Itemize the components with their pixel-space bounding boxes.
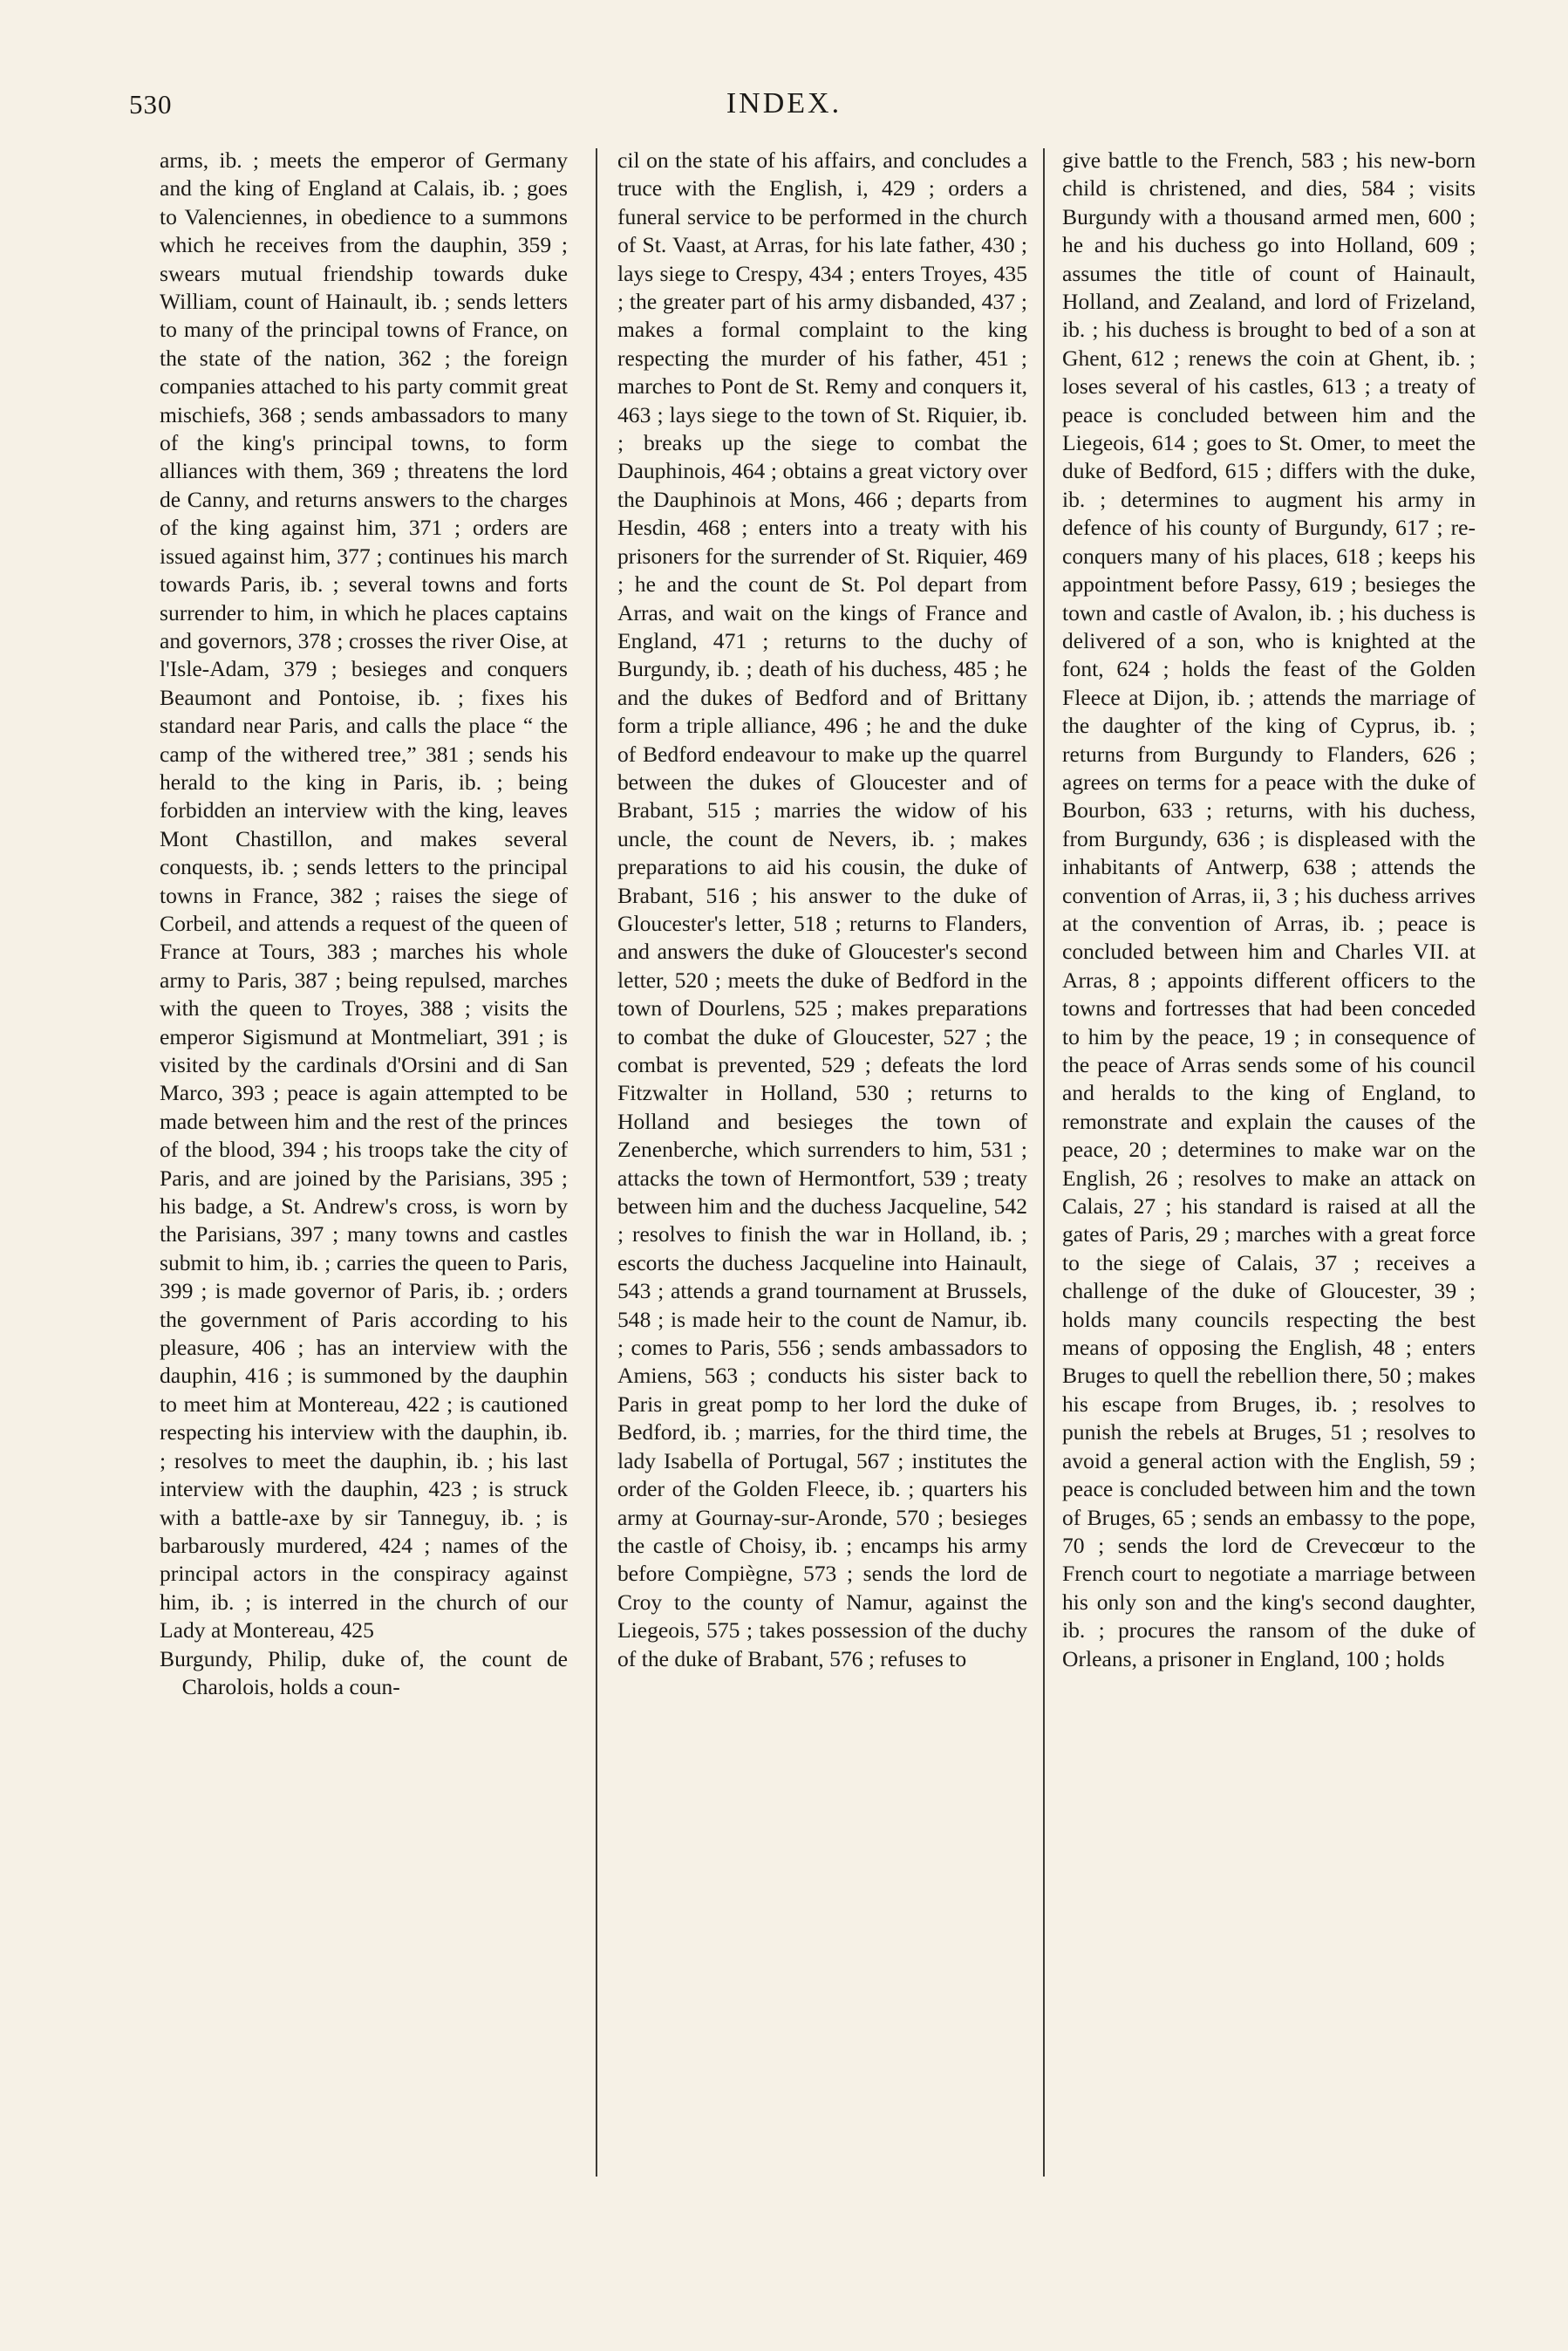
page-number: 530 <box>129 89 173 120</box>
index-column-3 <box>1062 147 1476 1673</box>
column-rule-right <box>1043 148 1045 2177</box>
index-entry-burgundy-philip: Burgundy, Philip, duke of, the count de Charolois, holds a coun- <box>160 1645 568 1699</box>
index-column-1 <box>160 147 568 1701</box>
column-rule-left <box>596 148 597 2177</box>
index-entry-continued: cil on the state of his affairs, and concludes a truce with the English, i, 429 ; orders a funeral service to be performed in the church of St. Vaast, at Arras, for his late father, 430 ; lays siege to Crespy, 434 ; enters Troyes, 435 ; the greater part of his army disbanded, 437 ; makes a formal complaint to the king respecting the murder of his father, 451 ; marches to Pont de St. Remy and conquers it, 463 ; lays siege to the town of St. Riquier, ib. ; breaks up the siege to combat the Dauphinois, 464 ; obtains a great victory over the Dauphinois at Mons, 466 ; departs from Hesdin, 468 ; enters into a treaty with his prisoners for the surrender of St. Riquier, 469 ; he and the count de St. Pol depart from Arras, and wait on the kings of France and England, 471 ; returns to the duchy of Burgundy, ib. ; death of his duchess, 485 ; he and the dukes of Bedford and of Brittany form a triple alliance, 496 ; he and the duke of Bedford endeavour to make up the quarrel between the dukes of Gloucester and of Brabant, 515 ; marries the widow of his uncle, the count de Nevers, ib. ; makes preparations to aid his cousin, the duke of Brabant, 516 ; his answer to the duke of Gloucester's letter, 518 ; returns to Flanders, and answers the duke of Gloucester's second letter, 520 ; meets the duke of Bedford in the town of Dourlens, 525 ; makes preparations to combat the duke of Gloucester, 527 ; the combat is prevented, 529 ; defeats the lord Fitzwalter in Holland, 530 ; returns to Holland and besieges the town of Zenenberche, which surrenders to him, 531 ; attacks the town of Hermontfort, 539 ; treaty between him and the duchess Jacqueline, 542 ; resolves to finish the war in Holland, ib. ; escorts the duchess Jacqueline into Hainault, 543 ; attends a grand tournament at Brussels, 548 ; is made heir to the count de Namur, ib. ; comes to Paris, 556 ; sends ambassadors to Amiens, 563 ; conducts his sister back to Paris in great pomp to her lord the duke of Bedford, ib. ; marries, for the third time, the lady Isabella of Portugal, 567 ; institutes the order of the Golden Fleece, ib. ; quarters his army at Gournay-sur-Aronde, 570 ; besieges the castle of Choisy, ib. ; encamps his army before Compiègne, 573 ; sends the lord de Croy to the county of Namur, against the Liegeois, 575 ; takes possession of the duchy of the duke of Brabant, 576 ; refuses to <box>617 147 1027 1671</box>
index-entry-continued: give battle to the French, 583 ; his new-born child is christened, and dies, 584 ; visits Burgundy with a thousand armed men, 600 ; he and his duchess go into Holland, 609 ; assumes the title of count of Hainault, Holland, and Zealand, and lord of Frizeland, ib. ; his duchess is brought to bed of a son at Ghent, 612 ; renews the coin at Ghent, ib. ; loses several of his castles, 613 ; a treaty of peace is concluded between him and the Liegeois, 614 ; goes to St. Omer, to meet the duke of Bedford, 615 ; differs with the duke, ib. ; determines to augment his army in defence of his county of Burgundy, 617 ; re-conquers many of his places, 618 ; keeps his appointment before Passy, 619 ; besieges the town and castle of Avalon, ib. ; his duchess is delivered of a son, who is knighted at the font, 624 ; holds the feast of the Golden Fleece at Dijon, ib. ; attends the marriage of the daughter of the king of Cyprus, ib. ; returns from Burgundy to Flanders, 626 ; agrees on terms for a peace with the duke of Bourbon, 633 ; returns, with his duchess, from Burgundy, 636 ; is displeased with the inhabitants of Antwerp, 638 ; attends the convention of Arras, ii, 3 ; his duchess arrives at the convention of Arras, ib. ; peace is concluded between him and Charles VII. at Arras, 8 ; appoints different officers to the towns and fortresses that had been conceded to him by the peace, 19 ; in consequence of the peace of Arras sends some of his council and heralds to the king of England, to remonstrate and explain the causes of the peace, 20 ; determines to make war on the English, 26 ; resolves to make an attack on Calais, 27 ; his standard is raised at all the gates of Paris, 29 ; marches with a great force to the siege of Calais, 37 ; receives a challenge of the duke of Gloucester, 39 ; holds many councils respecting the best means of opposing the English, 48 ; enters Bruges to quell the rebellion there, 50 ; makes his escape from Bruges, ib. ; resolves to punish the rebels at Bruges, 51 ; resolves to avoid a general action with the English, 59 ; peace is concluded between him and the town of Bruges, 65 ; sends an embassy to the pope, 70 ; sends the lord de Crevecœur to the French court to negotiate a marriage between his only son and the king's second daughter, ib. ; procures the ransom of the duke of Orleans, a prisoner in England, 100 ; holds <box>1062 147 1476 1671</box>
running-title: INDEX. <box>726 87 842 120</box>
index-entry-continued: arms, ib. ; meets the emperor of Germany and the king of England at Calais, ib. ; goes to Valenciennes, in obedience to a summons which he receives from the dauphin, 359 ; swears mutual friendship towards duke William, count of Hainault, ib. ; sends letters to many of the principal towns of France, on the state of the nation, 362 ; the foreign companies attached to his party commit great mischiefs, 368 ; sends ambassadors to many of the king's principal towns, to form alliances with them, 369 ; threatens the lord de Canny, and returns answers to the charges of the king against him, 371 ; orders are issued against him, 377 ; continues his march towards Paris, ib. ; several towns and forts surrender to him, in which he places captains and governors, 378 ; crosses the river Oise, at l'Isle-Adam, 379 ; besieges and conquers Beaumont and Pontoise, ib. ; fixes his standard near Paris, and calls the place “ the camp of the withered tree,” 381 ; sends his herald to the king in Paris, ib. ; being forbidden an interview with the king, leaves Mont Chastillon, and makes several conquests, ib. ; sends letters to the principal towns in France, 382 ; raises the siege of Corbeil, and attends a request of the queen of France at Tours, 383 ; marches his whole army to Paris, 387 ; being repulsed, marches with the queen to Troyes, 388 ; visits the emperor Sigismund at Montmeliart, 391 ; is visited by the cardinals d'Orsini and di San Marco, 393 ; peace is again attempted to be made between him and the rest of the princes of the blood, 394 ; his troops take the city of Paris, and are joined by the Parisians, 395 ; his badge, a St. Andrew's cross, is worn by the Parisians, 397 ; many towns and castles submit to him, ib. ; carries the queen to Paris, 399 ; is made governor of Paris, ib. ; orders the government of Paris according to his pleasure, 406 ; has an interview with the dauphin, 416 ; is summoned by the dauphin to meet him at Montereau, 422 ; is cautioned respecting his interview with the dauphin, ib. ; resolves to meet the dauphin, ib. ; his last interview with the dauphin, 423 ; is struck with a battle-axe by sir Tanneguy, ib. ; is barbarously murdered, 424 ; names of the principal actors in the conspiracy against him, ib. ; is interred in the church of our Lady at Montereau, 425 <box>160 147 568 1644</box>
index-column-2 <box>617 147 1027 1673</box>
